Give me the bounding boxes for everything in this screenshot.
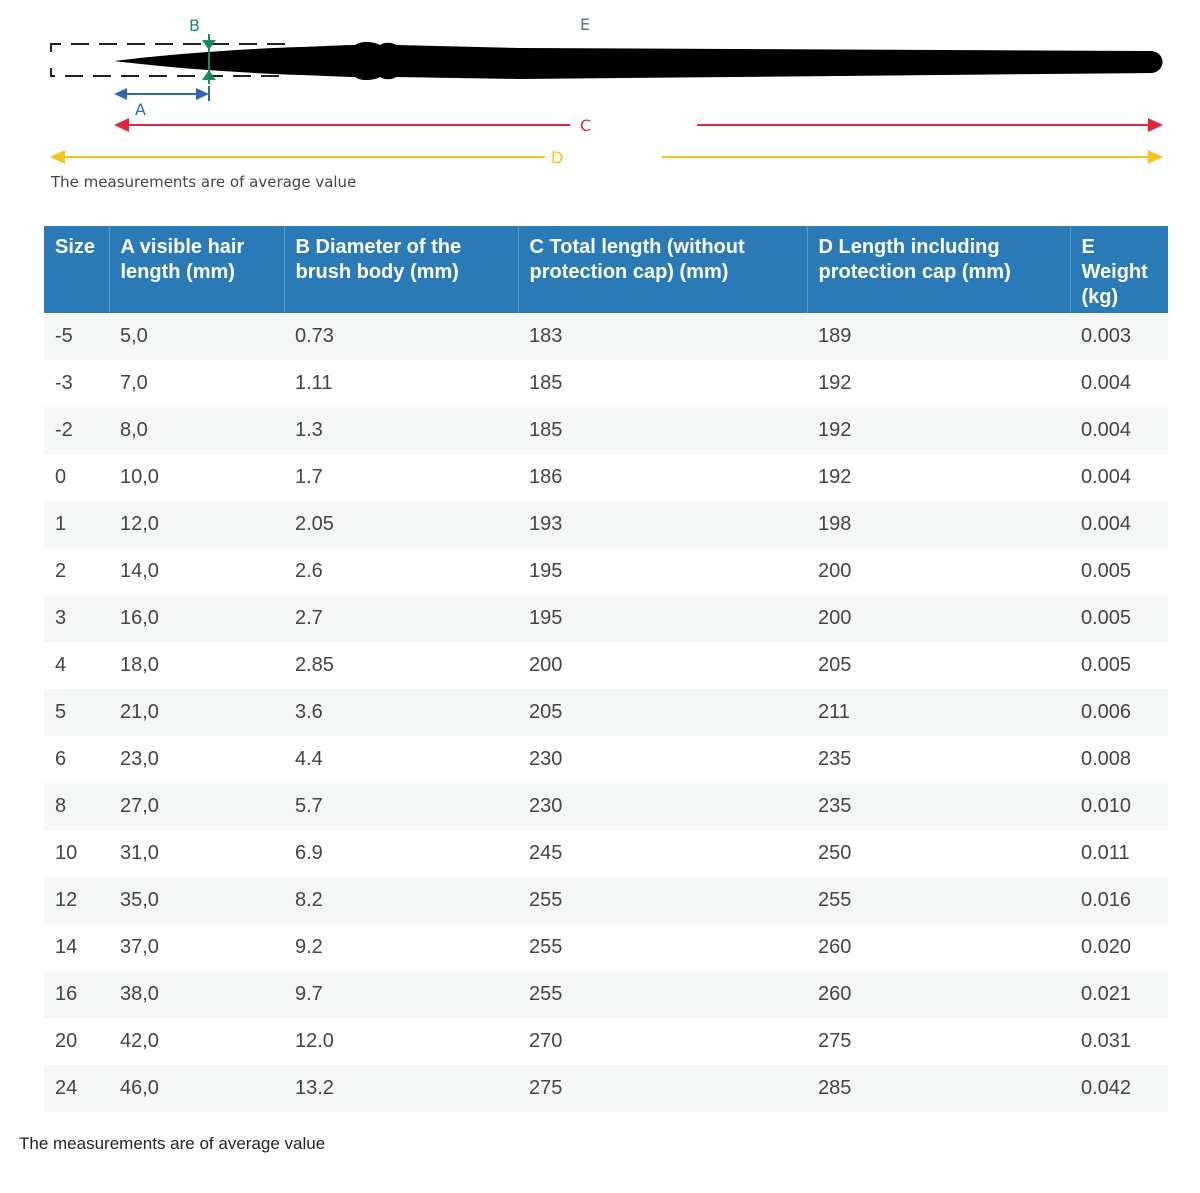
d-length-with-cap-cell: 200 — [807, 548, 1070, 595]
size-cell: 2 — [44, 548, 109, 595]
b-diameter-cell: 2.7 — [284, 595, 518, 642]
a-hair-length-cell: 35,0 — [109, 877, 284, 924]
b-diameter-cell: 4.4 — [284, 736, 518, 783]
size-cell: 4 — [44, 642, 109, 689]
e-weight-cell: 0.021 — [1070, 971, 1168, 1018]
size-cell: 14 — [44, 924, 109, 971]
b-label: B — [189, 16, 200, 35]
c-total-length-cell: 275 — [518, 1065, 807, 1112]
size-cell: 6 — [44, 736, 109, 783]
b-diameter-cell: 5.7 — [284, 783, 518, 830]
footer-note: The measurements are of average value — [19, 1134, 326, 1153]
c-total-length-cell: 186 — [518, 454, 807, 501]
d-length-with-cap-cell: 198 — [807, 501, 1070, 548]
b-diameter-cell: 9.7 — [284, 971, 518, 1018]
table-row — [44, 548, 1168, 595]
size-cell: 20 — [44, 1018, 109, 1065]
size-cell: 3 — [44, 595, 109, 642]
diagram-note: The measurements are of average value — [51, 173, 357, 191]
e-weight-cell: 0.042 — [1070, 1065, 1168, 1112]
table-row — [44, 454, 1168, 501]
e-weight-cell: 0.003 — [1070, 313, 1168, 360]
b-diameter-cell: 0.73 — [284, 313, 518, 360]
table-row — [44, 877, 1168, 924]
d-length-with-cap-cell: 255 — [807, 877, 1070, 924]
table-row — [44, 1018, 1168, 1065]
d-length-with-cap-cell: 285 — [807, 1065, 1070, 1112]
e-weight-cell: 0.010 — [1070, 783, 1168, 830]
a-hair-length-cell: 42,0 — [109, 1018, 284, 1065]
e-weight-cell: 0.031 — [1070, 1018, 1168, 1065]
b-diameter-cell: 2.6 — [284, 548, 518, 595]
d-arrow-right — [1148, 150, 1163, 164]
a-hair-length-header: A visible hair length (mm) — [109, 226, 284, 313]
a-arrow-left — [114, 88, 127, 100]
e-weight-cell: 0.008 — [1070, 736, 1168, 783]
table-row — [44, 595, 1168, 642]
a-hair-length-cell: 38,0 — [109, 971, 284, 1018]
c-label: C — [580, 116, 592, 135]
size-cell: 10 — [44, 830, 109, 877]
e-weight-header: E Weight (kg) — [1070, 226, 1168, 313]
d-length-with-cap-cell: 205 — [807, 642, 1070, 689]
a-hair-length-cell: 23,0 — [109, 736, 284, 783]
size-cell: 12 — [44, 877, 109, 924]
table-body — [44, 313, 1168, 1112]
d-label: D — [551, 148, 564, 167]
d-arrow-left — [50, 150, 65, 164]
a-hair-length-cell: 31,0 — [109, 830, 284, 877]
table-row — [44, 501, 1168, 548]
size-cell: -5 — [44, 313, 109, 360]
b-diameter-cell: 13.2 — [284, 1065, 518, 1112]
c-total-length-cell: 270 — [518, 1018, 807, 1065]
table-row — [44, 1065, 1168, 1112]
size-cell: 5 — [44, 689, 109, 736]
c-total-length-cell: 245 — [518, 830, 807, 877]
a-hair-length-cell: 18,0 — [109, 642, 284, 689]
d-length-with-cap-cell: 250 — [807, 830, 1070, 877]
d-length-with-cap-cell: 260 — [807, 971, 1070, 1018]
c-total-length-cell: 205 — [518, 689, 807, 736]
e-weight-cell: 0.004 — [1070, 501, 1168, 548]
b-diameter-cell: 8.2 — [284, 877, 518, 924]
a-hair-length-cell: 7,0 — [109, 360, 284, 407]
b-diameter-cell: 9.2 — [284, 924, 518, 971]
d-length-with-cap-cell: 260 — [807, 924, 1070, 971]
table-row — [44, 689, 1168, 736]
size-cell: -2 — [44, 407, 109, 454]
c-total-length-cell: 200 — [518, 642, 807, 689]
b-diameter-cell: 1.3 — [284, 407, 518, 454]
a-hair-length-cell: 8,0 — [109, 407, 284, 454]
table-header — [44, 226, 1168, 313]
e-weight-cell: 0.004 — [1070, 407, 1168, 454]
table-row — [44, 783, 1168, 830]
size-cell: -3 — [44, 360, 109, 407]
c-total-length-cell: 195 — [518, 595, 807, 642]
c-total-length-cell: 255 — [518, 877, 807, 924]
size-cell: 1 — [44, 501, 109, 548]
header-row — [44, 226, 1168, 313]
brush-silhouette — [114, 42, 1163, 80]
a-hair-length-cell: 27,0 — [109, 783, 284, 830]
e-weight-cell: 0.016 — [1070, 877, 1168, 924]
b-diameter-cell: 2.85 — [284, 642, 518, 689]
b-diameter-cell: 12.0 — [284, 1018, 518, 1065]
c-total-length-cell: 193 — [518, 501, 807, 548]
c-total-length-cell: 183 — [518, 313, 807, 360]
e-weight-cell: 0.004 — [1070, 454, 1168, 501]
b-diameter-cell: 1.11 — [284, 360, 518, 407]
brush-diagram-svg — [0, 0, 1200, 200]
e-weight-cell: 0.005 — [1070, 548, 1168, 595]
c-total-length-cell: 230 — [518, 736, 807, 783]
e-weight-cell: 0.005 — [1070, 595, 1168, 642]
d-length-with-cap-cell: 235 — [807, 736, 1070, 783]
size-header: Size — [44, 226, 109, 313]
c-total-length-cell: 255 — [518, 971, 807, 1018]
d-length-with-cap-cell: 235 — [807, 783, 1070, 830]
c-total-length-cell: 195 — [518, 548, 807, 595]
a-hair-length-cell: 21,0 — [109, 689, 284, 736]
e-weight-cell: 0.005 — [1070, 642, 1168, 689]
a-hair-length-cell: 14,0 — [109, 548, 284, 595]
c-total-length-cell: 230 — [518, 783, 807, 830]
brush-size-table — [44, 226, 1168, 1112]
d-length-with-cap-cell: 211 — [807, 689, 1070, 736]
c-total-length-cell: 255 — [518, 924, 807, 971]
d-length-with-cap-cell: 275 — [807, 1018, 1070, 1065]
size-cell: 8 — [44, 783, 109, 830]
a-arrow-right — [196, 88, 209, 100]
b-diameter-cell: 2.05 — [284, 501, 518, 548]
a-label: A — [135, 100, 146, 119]
c-total-length-cell: 185 — [518, 360, 807, 407]
e-weight-cell: 0.004 — [1070, 360, 1168, 407]
brush-dimension-diagram — [0, 0, 1200, 200]
table-row — [44, 642, 1168, 689]
d-length-with-cap-cell: 189 — [807, 313, 1070, 360]
d-length-with-cap-cell: 200 — [807, 595, 1070, 642]
table-row — [44, 407, 1168, 454]
table-row — [44, 830, 1168, 877]
size-cell: 16 — [44, 971, 109, 1018]
a-hair-length-cell: 46,0 — [109, 1065, 284, 1112]
c-arrow-left — [114, 118, 129, 132]
d-length-with-cap-cell: 192 — [807, 407, 1070, 454]
e-weight-cell: 0.020 — [1070, 924, 1168, 971]
a-hair-length-cell: 12,0 — [109, 501, 284, 548]
b-diameter-cell: 6.9 — [284, 830, 518, 877]
table-row — [44, 360, 1168, 407]
d-length-with-cap-cell: 192 — [807, 454, 1070, 501]
table-row — [44, 736, 1168, 783]
c-total-length-cell: 185 — [518, 407, 807, 454]
b-diameter-cell: 1.7 — [284, 454, 518, 501]
c-arrow-right — [1148, 118, 1163, 132]
size-cell: 0 — [44, 454, 109, 501]
e-label: E — [580, 15, 591, 34]
a-hair-length-cell: 16,0 — [109, 595, 284, 642]
a-hair-length-cell: 37,0 — [109, 924, 284, 971]
b-diameter-cell: 3.6 — [284, 689, 518, 736]
d-length-with-cap-header: D Length including protection cap (mm) — [807, 226, 1070, 313]
table-row — [44, 971, 1168, 1018]
table-row — [44, 313, 1168, 360]
d-length-with-cap-cell: 192 — [807, 360, 1070, 407]
a-hair-length-cell: 5,0 — [109, 313, 284, 360]
e-weight-cell: 0.006 — [1070, 689, 1168, 736]
a-hair-length-cell: 10,0 — [109, 454, 284, 501]
table-row — [44, 924, 1168, 971]
c-total-length-header: C Total length (without protection cap) (mm) — [518, 226, 807, 313]
b-diameter-header: B Diameter of the brush body (mm) — [284, 226, 518, 313]
size-cell: 24 — [44, 1065, 109, 1112]
e-weight-cell: 0.011 — [1070, 830, 1168, 877]
